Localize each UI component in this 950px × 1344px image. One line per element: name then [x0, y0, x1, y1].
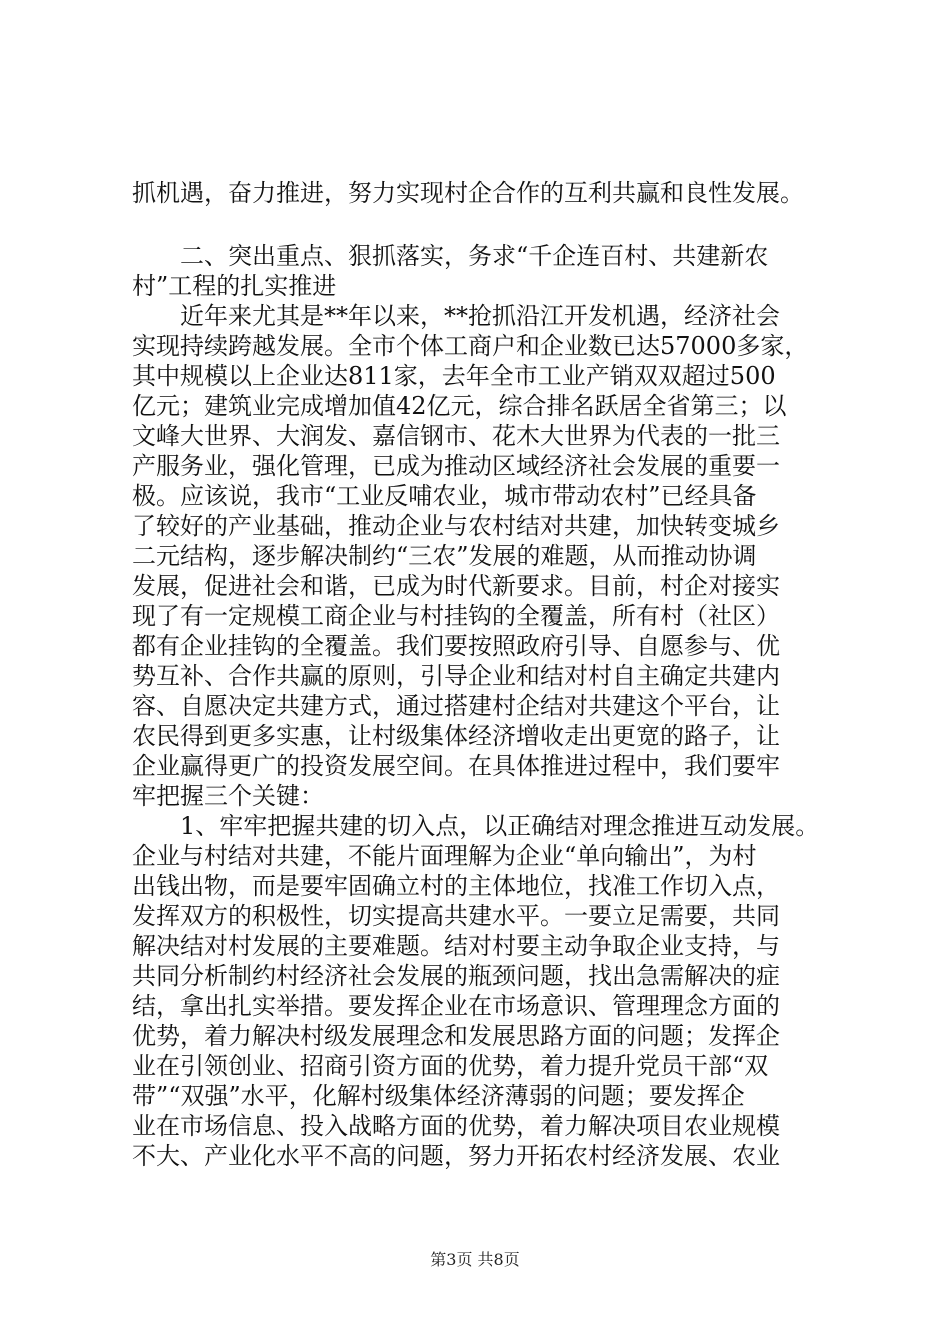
paragraph-background [132, 301, 852, 811]
text-line: 优势，着力解决村级发展理念和发展思路方面的问题；发挥企 [132, 1022, 780, 1050]
text-line: 农民得到更多实惠，让村级集体经济增收走出更宽的路子，让 [132, 722, 780, 750]
text-line: 实现持续跨越发展。全市个体工商户和企业数已达57000多家， [132, 332, 809, 360]
heading-line: 村”工程的扎实推进 [132, 272, 337, 300]
heading-line: 二、突出重点、狠抓落实，务求“千企连百村、共建新农 [180, 242, 769, 270]
text-line: 不大、产业化水平不高的问题，努力开拓农村经济发展、农业 [132, 1142, 780, 1170]
text-line: 容、自愿决定共建方式，通过搭建村企结对共建这个平台，让 [132, 692, 780, 720]
text-line: 近年来尤其是**年以来，**抢抓沿江开发机遇，经济社会 [180, 302, 780, 330]
page-footer [0, 1250, 950, 1270]
text-line: 业在引领创业、招商引资方面的优势，着力提升党员干部“双 [132, 1052, 769, 1080]
text-line: 极。应该说，我市“工业反哺农业，城市带动农村”已经具备 [132, 482, 757, 510]
text-line: 企业赢得更广的投资发展空间。在具体推进过程中，我们要牢 [132, 752, 780, 780]
section-heading [132, 241, 852, 301]
page-number-label: 第3页 共8页 [430, 1250, 520, 1269]
text-line: 共同分析制约村经济社会发展的瓶颈问题，找出急需解决的症 [132, 962, 780, 990]
text-line: 发展，促进社会和谐，已成为时代新要求。目前，村企对接实 [132, 572, 780, 600]
text-line: 现了有一定规模工商企业与村挂钩的全覆盖，所有村（社区） [132, 602, 780, 630]
text-line: 亿元；建筑业完成增加值42亿元，综合排名跃居全省第三；以 [132, 392, 787, 420]
text-line: 出钱出物，而是要牢固确立村的主体地位，找准工作切入点， [132, 872, 780, 900]
text-line: 抓机遇，奋力推进，努力实现村企合作的互利共赢和良性发展。 [132, 179, 804, 207]
text-line: 都有企业挂钩的全覆盖。我们要按照政府引导、自愿参与、优 [132, 632, 780, 660]
text-line: 发挥双方的积极性，切实提高共建水平。一要立足需要，共同 [132, 902, 780, 930]
text-line: 文峰大世界、大润发、嘉信钢市、花木大世界为代表的一批三 [132, 422, 780, 450]
text-line: 其中规模以上企业达811家，去年全市工业产销双双超过500 [132, 362, 776, 390]
text-line: 带”“双强”水平，化解村级集体经济薄弱的问题；要发挥企 [132, 1082, 745, 1110]
paragraph-closing-line [132, 178, 852, 208]
text-line: 业在市场信息、投入战略方面的优势，着力解决项目农业规模 [132, 1112, 780, 1140]
text-line: 产服务业，强化管理，已成为推动区域经济社会发展的重要一 [132, 452, 780, 480]
text-line: 企业与村结对共建，不能片面理解为企业“单向输出”，为村 [132, 842, 757, 870]
text-line: 解决结对村发展的主要难题。结对村要主动争取企业支持，与 [132, 932, 780, 960]
text-line: 势互补、合作共赢的原则，引导企业和结对村自主确定共建内 [132, 662, 780, 690]
paragraph-key-point-1 [132, 811, 852, 1171]
text-line: 二元结构，逐步解决制约“三农”发展的难题，从而推动协调 [132, 542, 757, 570]
text-line: 牢把握三个关键： [132, 782, 324, 810]
text-line: 结，拿出扎实举措。要发挥企业在市场意识、管理理念方面的 [132, 992, 780, 1020]
text-line: 1、牢牢把握共建的切入点，以正确结对理念推进互动发展。 [180, 812, 820, 840]
text-line: 了较好的产业基础，推动企业与农村结对共建，加快转变城乡 [132, 512, 780, 540]
